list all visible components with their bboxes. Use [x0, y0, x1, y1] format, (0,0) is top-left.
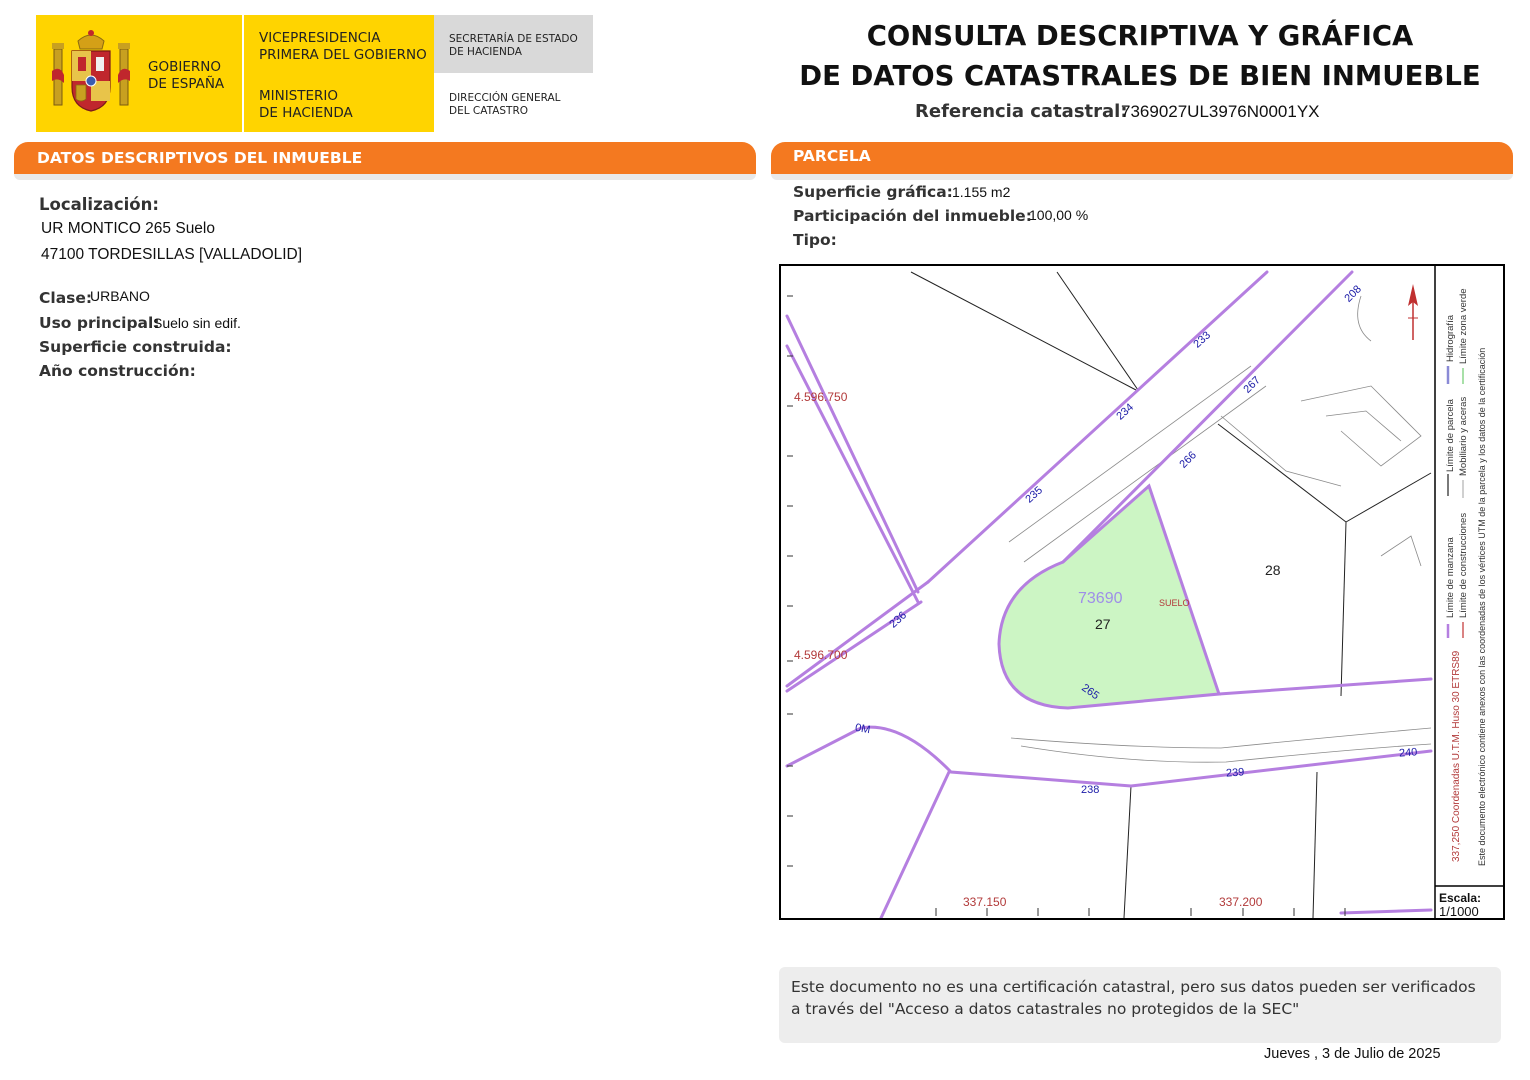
descriptive-section-title: DATOS DESCRIPTIVOS DEL INMUEBLE	[37, 149, 363, 167]
street-number: 233	[1191, 329, 1214, 351]
legend-manzana: Límite de manzana	[1445, 537, 1456, 618]
coord-y-2: 4.596.700	[794, 648, 848, 662]
scale-value: 1/1000	[1439, 904, 1479, 919]
superficie-grafica-label: Superficie gráfica:	[793, 183, 953, 201]
legend-document-note: Este documento electrónico contiene anexos con las coordenadas de los vértices UTM de la parcela y los datos de la certificación	[1477, 347, 1487, 866]
participacion-value: 100,00 %	[1029, 207, 1089, 223]
anio-construccion-label: Año construcción:	[39, 362, 196, 380]
street-number: 240	[1398, 746, 1418, 760]
parcela-section-title: PARCELA	[793, 147, 871, 165]
document-title: CONSULTA DESCRIPTIVA Y GRÁFICA DE DATOS CATASTRALES DE BIEN INMUEBLE	[799, 20, 1481, 92]
street-number: 0M	[854, 721, 872, 737]
participacion-label: Participación del inmueble:	[793, 207, 1032, 225]
cadastral-map[interactable]	[779, 264, 1505, 920]
legend-parcela: Límite de parcela	[1445, 399, 1456, 472]
street-number: 266	[1177, 449, 1199, 471]
ref-label: Referencia catastral:	[915, 101, 1128, 122]
north-arrow-icon	[1408, 284, 1418, 340]
coord-system-note: 337,250 Coordenadas U.T.M. Huso 30 ETRS89	[1451, 650, 1462, 862]
clase-value: URBANO	[90, 288, 150, 304]
coord-y-1: 4.596.750	[794, 390, 848, 404]
street-number: 208	[1342, 283, 1364, 305]
ref-value: 7369027UL3976N0001YX	[1121, 102, 1320, 121]
verification-notice: Este documento no es una certificación catastral, pero sus datos pueden ser verificados a través del "Acceso a datos catastrales no protegidos de la SEC"	[779, 967, 1501, 1043]
legend-mobiliario: Mobiliario y aceras	[1458, 396, 1469, 476]
parcela-section-header	[771, 142, 1513, 174]
street-number: 265	[1079, 681, 1102, 703]
tipo-label: Tipo:	[793, 231, 837, 249]
legend-construcciones: Límite de construcciones	[1458, 512, 1469, 618]
address-line-1: UR MONTICO 265 Suelo	[41, 220, 215, 237]
localizacion-label: Localización:	[39, 195, 159, 214]
clase-label: Clase:	[39, 289, 93, 307]
neighbor-parcel-number: 28	[1265, 562, 1281, 578]
logo-divider	[242, 15, 244, 132]
descriptive-header-shade	[14, 174, 756, 180]
suelo-label: SUELO	[1159, 598, 1190, 608]
uso-value: Suelo sin edif.	[153, 315, 241, 331]
street-number: 234	[1114, 401, 1137, 423]
vicepresidencia-name: VICEPRESIDENCIA PRIMERA DEL GOBIERNO	[259, 30, 427, 63]
document-date: Jueves , 3 de Julio de 2025	[1264, 1046, 1441, 1062]
street-number: 267	[1241, 374, 1263, 396]
map-drawing	[781, 266, 1503, 918]
secretaria-name: SECRETARÍA DE ESTADO DE HACIENDA	[449, 33, 578, 59]
street-number: 235	[1023, 484, 1046, 506]
coord-x-1: 337.150	[963, 895, 1007, 909]
street-number: 238	[1081, 784, 1100, 796]
ministerio-name: MINISTERIO DE HACIENDA	[259, 88, 353, 121]
gov-name: GOBIERNO DE ESPAÑA	[148, 59, 225, 92]
uso-label: Uso principal:	[39, 314, 160, 332]
parcela-header-shade	[771, 174, 1513, 180]
coord-x-2: 337.200	[1219, 895, 1263, 909]
superficie-grafica-value: 1.155 m2	[952, 184, 1011, 200]
legend-hidrografia: Hidrografía	[1445, 315, 1456, 362]
address-line-2: 47100 TORDESILLAS [VALLADOLID]	[41, 246, 303, 263]
legend-zona-verde: Límite zona verde	[1458, 288, 1469, 364]
descriptive-section-header	[14, 142, 756, 174]
superficie-construida-label: Superficie construida:	[39, 338, 232, 356]
direccion-name: DIRECCIÓN GENERAL DEL CATASTRO	[449, 92, 561, 118]
block-number: 73690	[1078, 590, 1123, 607]
street-number: 239	[1225, 766, 1245, 780]
coat-of-arms-icon	[50, 27, 132, 115]
parcel-number: 27	[1095, 616, 1111, 632]
scale-label: Escala:	[1439, 891, 1482, 905]
street-number: 236	[887, 609, 910, 631]
